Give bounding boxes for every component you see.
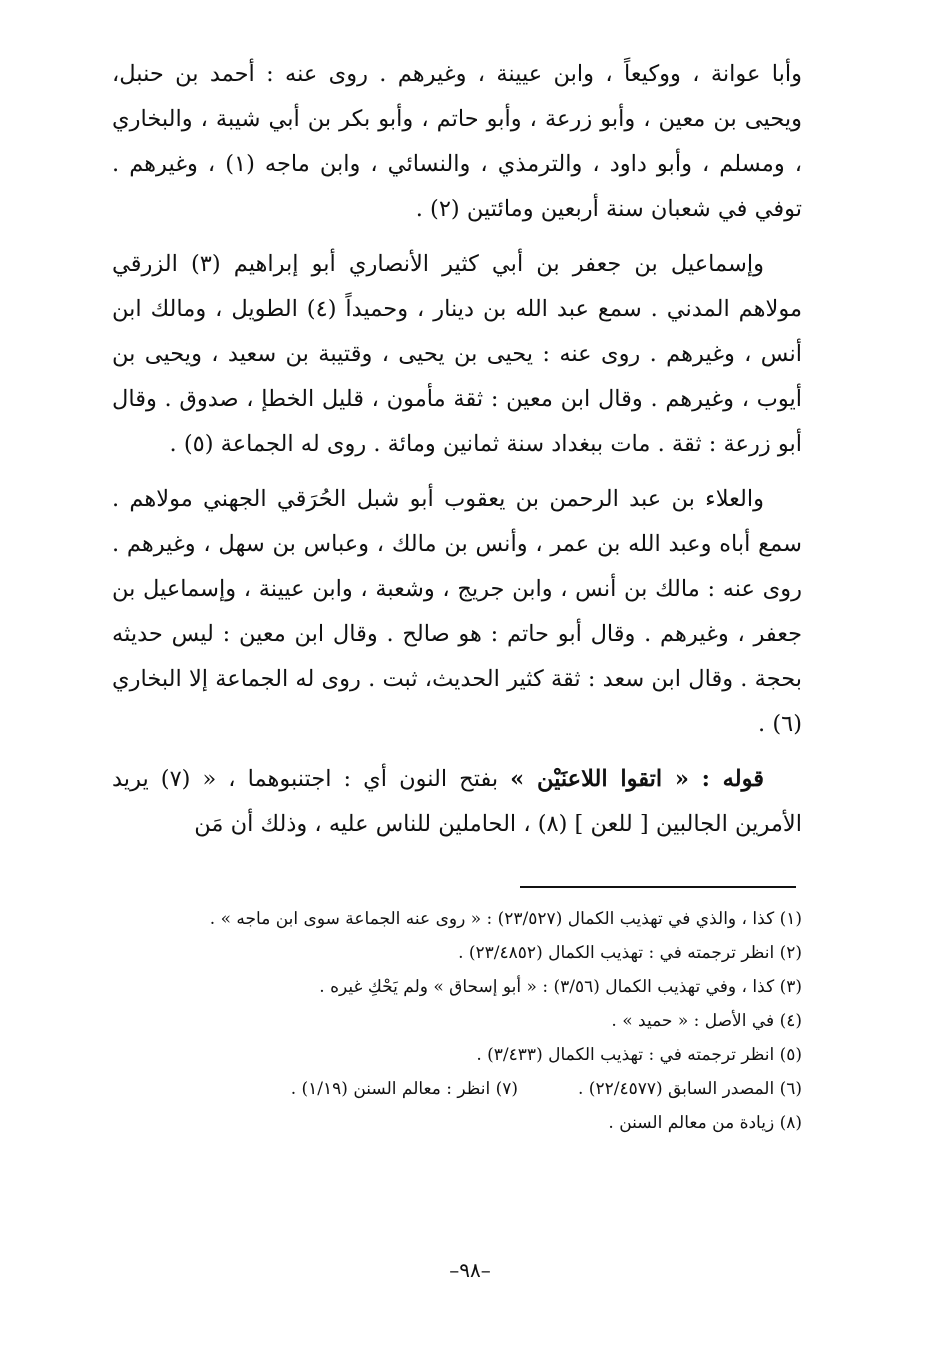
footnote-3: (٣) كذا ، وفي تهذيب الكمال (٣/٥٦) : « أبو إسحاق » ولم يَحْكِ غيره .	[319, 977, 802, 997]
footnote-8: (٨) زيادة من معالم السنن .	[608, 1113, 802, 1133]
main-text	[112, 52, 802, 847]
footnote-5: (٥) انظر ترجمته في : تهذيب الكمال (٣/٤٣٣) .	[476, 1045, 802, 1065]
footnote-2: (٢) انظر ترجمته في : تهذيب الكمال (٢٣/٤٨٥٢) .	[458, 943, 802, 963]
footnote-separator	[520, 886, 796, 888]
footnote-4: (٤) في الأصل : « حميد » .	[611, 1011, 802, 1031]
paragraph-1: وأبا عوانة ، ووكيعاً ، وابن عيينة ، وغيرهم . روى عنه : أحمد بن حنبل، ويحيى بن معين ، وأبو زرعة ، وأبو حاتم ، وأبو بكر بن أبي شيبة ، والبخاري ، ومسلم ، وأبو داود ، والترمذي ، والنسائي ، وابن ماجه (١) ، وغيرهم . توفي في شعبان سنة أربعين ومائتين (٢) .	[112, 61, 802, 222]
paragraph-4	[112, 757, 802, 847]
page-number: –٩٨–	[449, 1258, 491, 1282]
paragraph-3: والعلاء بن عبد الرحمن بن يعقوب أبو شبل الحُرَقي الجهني مولاهم . سمع أباه وعبد الله بن عمر ، وأنس بن مالك ، وعباس بن سهل ، وغيرهم . روى عنه : مالك بن أنس ، وابن جريج ، وشعبة ، وابن عيينة ، وإسماعيل بن جعفر ، وغيرهم . وقال أبو حاتم : هو صالح . وقال ابن معين : ليس حديثه بحجة . وقال ابن سعد : ثقة كثير الحديث، ثبت . روى له الجماعة إلا البخاري (٦) .	[112, 486, 802, 737]
footnotes	[112, 902, 802, 1140]
footnote-row-6-7	[112, 1072, 802, 1106]
footnote-1: (١) كذا ، والذي في تهذيب الكمال (٢٣/٥٢٧) : « روى عنه الجماعة سوى ابن ماجه » .	[209, 909, 802, 929]
paragraph-4-text: بفتح النون أي : اجتنبوهما ، « (٧) يريد الأمرين الجالبين [ للعن ] (٨) ، الحاملين للناس عليه ، وذلك أن مَن	[112, 766, 802, 837]
paragraph-2: وإسماعيل بن جعفر بن أبي كثير الأنصاري أبو إبراهيم (٣) الزرقي مولاهم المدني . سمع عبد الله بن دينار ، وحميداً (٤) الطويل ، ومالك ابن أنس ، وغيرهم . روى عنه : يحيى بن يحيى ، وقتيبة بن سعيد ، ويحيى بن أيوب ، وغيرهم . وقال ابن معين : ثقة مأمون ، قليل الخطإ ، صدوق . وقال أبو زرعة : ثقة . مات ببغداد سنة ثمانين ومائة . روى له الجماعة (٥) .	[112, 251, 803, 457]
footnote-6: (٦) المصدر السابق (٢٢/٤٥٧٧) .	[578, 1079, 802, 1099]
footnote-7: (٧) انظر : معالم السنن (١/١٩) .	[290, 1079, 518, 1099]
paragraph-4-lead: قوله : « اتقوا اللاعنَيْن »	[510, 766, 764, 792]
